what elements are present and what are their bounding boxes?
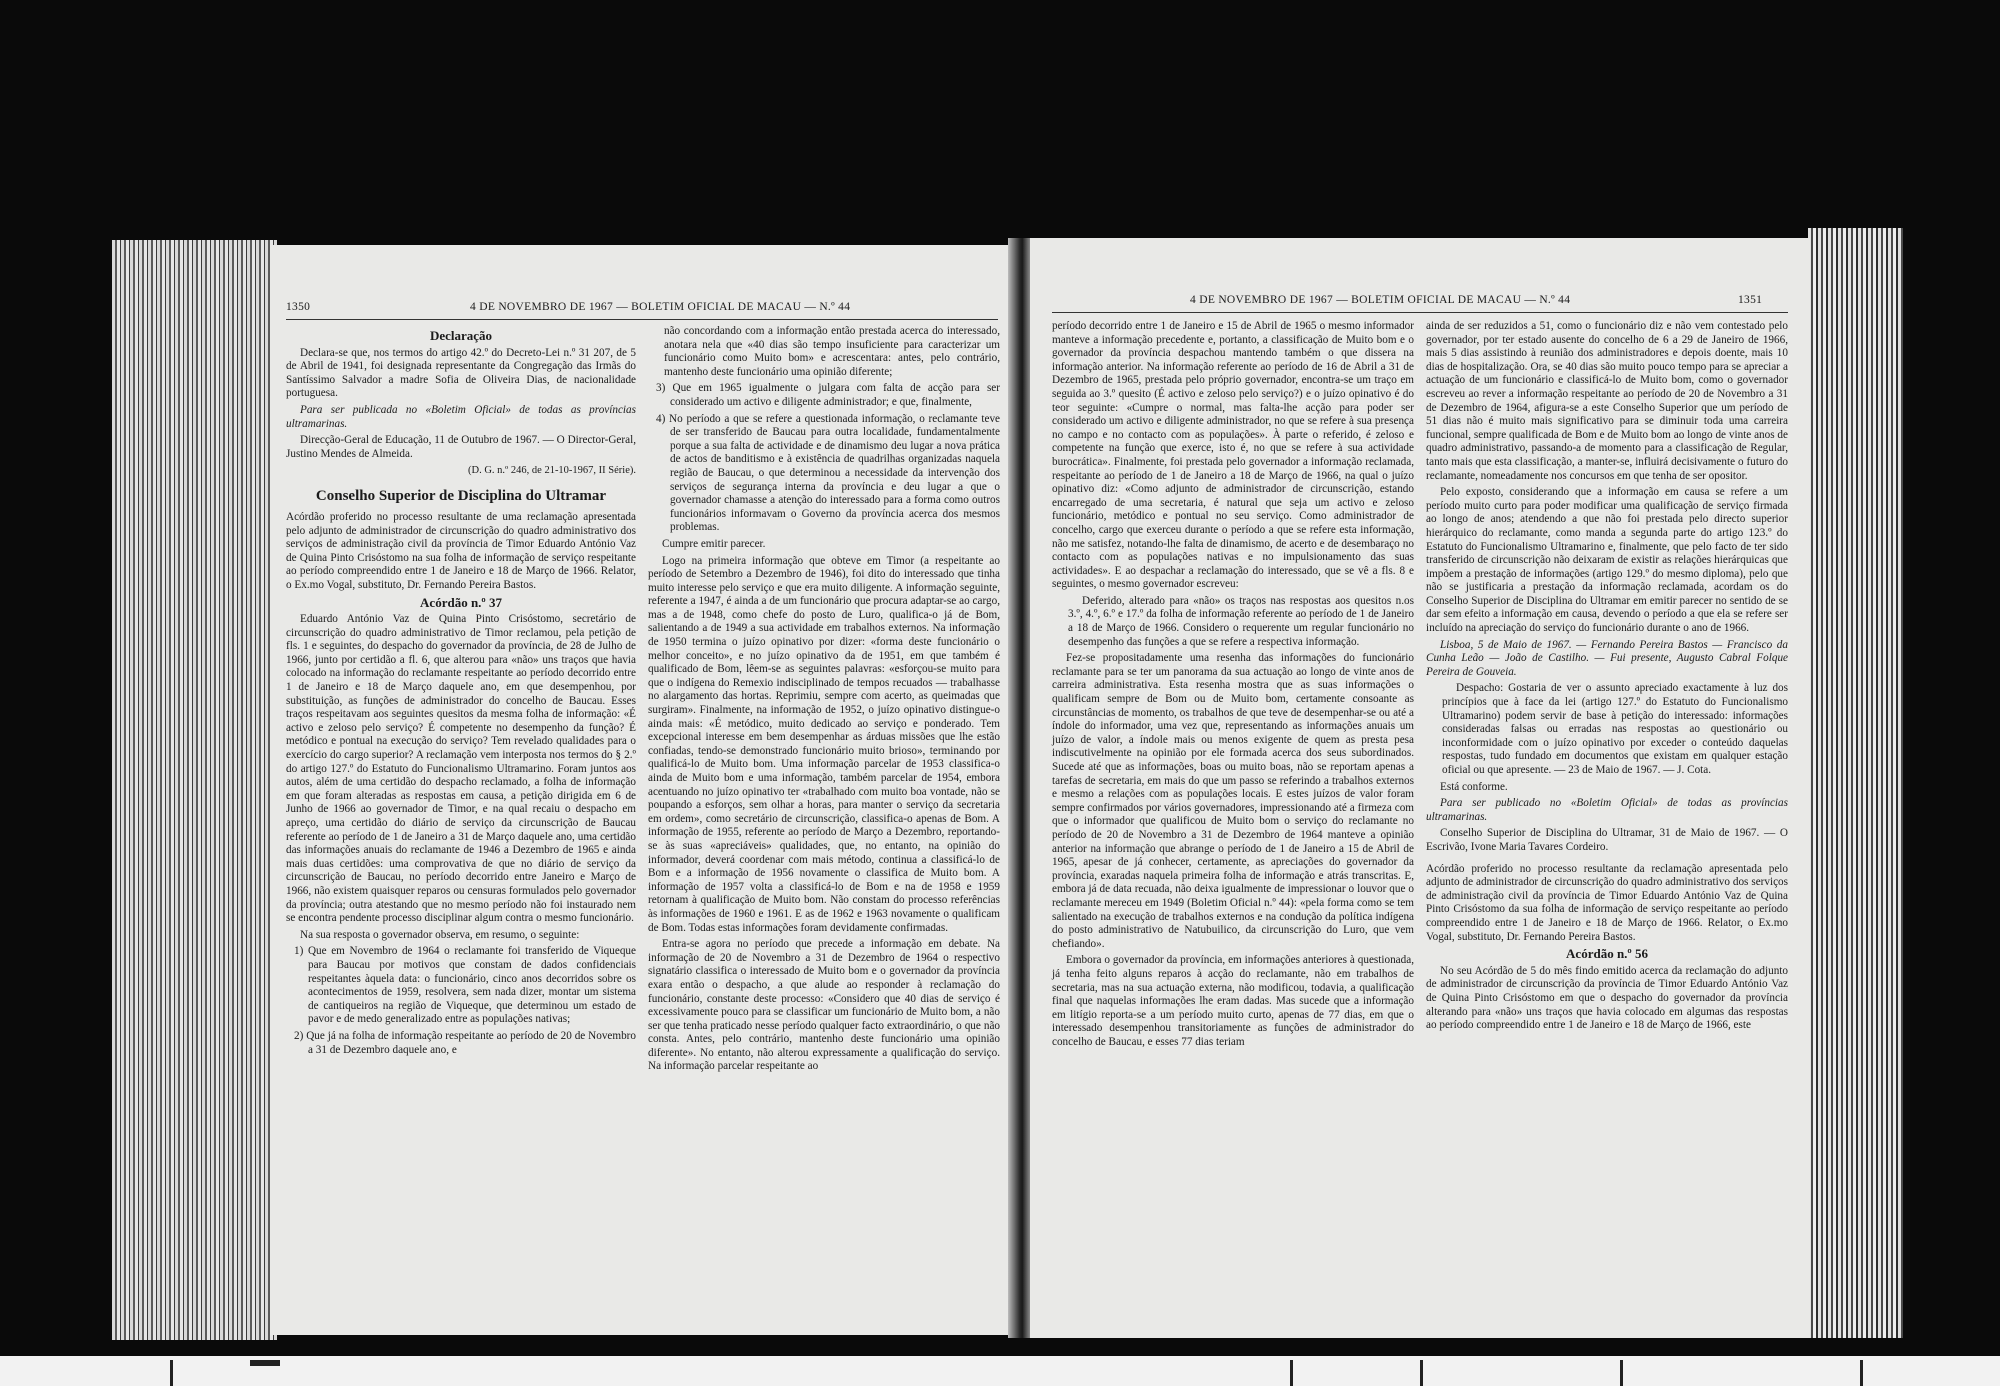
- paragraph: Cumpre emitir parecer.: [662, 537, 766, 550]
- conselho-title: Conselho Superior de Disciplina do Ultramar: [315, 487, 607, 504]
- left-column-2: [648, 325, 1000, 1077]
- paragraph: Pelo exposto, considerando que a informação em causa se refere a um período muito curto para poder modificar uma qualificação de serviço firmada ao longo de anos; atendendo a que não foi prestada pelo directo superior hierárquico do reclamante, como manda a segunda parte do artigo 123.º do Estatuto do Funcionalismo Ultramarino e, finalmente, que pelo facto de ter sido transferido de circunscrição não deixaram de existir as relações hierárquicas que impõem a prestação de informações (artigo 129.º do mesmo diploma), pelo que não se justificaria a prestação da informação reclamada, acordam os do Conselho Superior de Disciplina do Ultramar em emitir parecer no sentido de se dar sem efeito a informação em causa, devendo o período a que ela se refere ser incluído na apreciação do serviço do funcionário durante o ano de 1966.: [1426, 486, 1788, 635]
- paragraph: ainda de ser reduzidos a 51, como o funcionário diz e não vem contestado pelo governador, por ter estado ausente do concelho de 6 a 29 de Janeiro de 1966, mais 5 dias assistindo à reunião dos administradores e depois doente, mais 10 dias de hospitalização. Ora, se 40 dias são muito pouco tempo para se apreciar a actuação de um funcionário e classificá-lo de Muito bom, como o governador escreveu ao rever a informação respeitante ao período de 20 de Novembro a 31 de Dezembro de 1964, afigura-se a este Conselho Superior que um período de 51 dias não é muito mais significativo para se diminuir toda uma carreira funcional, sempre qualificada de Bom e de Muito bom ao longo de vinte anos de quadro administrativo, passando-a de momento para a classificação de Regular, tanto mais que esta classificação, a manter-se, influirá decisivamente o futuro do reclamante, nomeadamente nos concursos em que tenha de ser opositor.: [1426, 320, 1788, 482]
- right-column-1: [1052, 320, 1414, 1052]
- list-item: 3) Que em 1965 igualmente o julgara com falta de acção para ser considerado um activo e diligente administrador; e que, finalmente,: [656, 382, 1000, 408]
- paragraph: não concordando com a informação então prestada acerca do interessado, anotara nela que «40 dias são tempo insuficiente para caracterizar um funcionário como Muito bom» e acrescentara: antes, pelo contrário, mantenho deste funcionário uma opinião diferente;: [664, 325, 1000, 378]
- bottom-mark: [1620, 1360, 1623, 1386]
- paragraph: Entra-se agora no período que precede a informação em debate. Na informação de 20 de Novembro a 31 de Dezembro de 1964 o respectivo signatário classifica o interessado de Muito bom e o governador da província exara então o despacho, a que alude ao responder à reclamação do funcionário, constante deste processo: «Considero que 40 dias de serviço é excessivamente pouco para se classificar um funcionário de Muito bom, a não ser que tenha praticado nesse período qualquer facto extraordinário, o que não consta. Antes, pelo contrário, mantenho deste funcionário uma opinião diferente». No entanto, não alterou expressamente a qualificação do serviço. Na informação parcelar respeitante ao: [648, 938, 1000, 1073]
- declaracao-text: Declara-se que, nos termos do artigo 42.º do Decreto-Lei n.º 31 207, de 5 de Abril de 1941, foi designada representante da Congregação das Irmãs do Santíssimo Salvador a madre Sofia de Oliveira Dias, de nacionalidade portuguesa.: [286, 346, 636, 400]
- running-head: 4 DE NOVEMBRO DE 1967 — BOLETIM OFICIAL DE MACAU — N.º 44: [1190, 294, 1571, 306]
- paragraph: Embora o governador da província, em informações anteriores à questionada, já tenha feito alguns reparos à acção do reclamante, não em trabalhos de secretaria, mas na sua actuação externa, não modificou, todavia, a qualificação final que naquelas informações lhe eram dadas. Mas sucede que a informação em litígio reporta-se a um período muito curto, apenas de 77 dias, em que o interessado desempenhou transitoriamente as funções de administrador do concelho de Baucau, e esses 77 dias teriam: [1052, 954, 1414, 1048]
- paragraph: No seu Acórdão de 5 do mês findo emitido acerca da reclamação do adjunto de administrador de circunscrição da província de Timor Eduardo António Vaz de Quina Pinto Crisóstomo em que o despacho do governador da província alterando para «não» uns traços que havia colocado em algumas das respostas ao período compreendido entre 1 de Janeiro e 18 de Março de 1966, este: [1426, 964, 1788, 1032]
- bottom-mark: [1420, 1360, 1423, 1386]
- direccao-geral: Direcção-Geral de Educação, 11 de Outubro de 1967. — O Director-Geral, Justino Mendes de Almeida.: [286, 434, 636, 460]
- dg-reference: (D. G. n.º 246, de 21-10-1967, II Série).: [467, 465, 636, 477]
- quoted-despacho: Deferido, alterado para «não» os traços nas respostas aos quesitos n.os 3.º, 4.º, 6.º e 17.º da folha de informação referente ao período de 1 de Janeiro a 18 de Março de 1966. Considero o requerente um regular funcionário no desempenho das funções a que se refere a respectiva informação.: [1068, 594, 1414, 648]
- paragraph: Eduardo António Vaz de Quina Pinto Crisóstomo, secretário de circunscrição do quadro administrativo de Timor reclamou, pela petição de fls. 1 e seguintes, do despacho do governador da província, de 28 de Julho de 1966, junto por certidão a fl. 6, que alterou para «não» uns traços que havia colocado na informação do reclamante respeitante ao período decorrido entre 1 de Janeiro e 18 de Março daquele ano, em que desempenhou, por substituição, as funções de administrador do concelho de Baucau. Esses traços respeitavam aos seguintes quesitos da mesma folha de informação: «É activo e zeloso pelo serviço? É competente no desempenho da função? É metódico e pontual na execução do serviço? Tem revelado qualidades para o exercício do cargo superior? A reclamação vem interposta nos termos do § 2.º do artigo 127.º do Estatuto do Funcionalismo Ultramarino. Foram juntos aos autos, além de uma certidão do despacho reclamado, a folha de informação em que foram alteradas as respostas em causa, a petição dirigida em 6 de Junho de 1966 ao governador de Timor, e na qual recaiu o despacho em apreço, uma certidão do diário de serviço da circunscrição de Baucau referente ao período de 1 de Janeiro a 31 de Março daquele ano, uma certidão das informações anuais do reclamante de 1946 a Dezembro de 1965 e ainda mais duas certidões: uma comprovativa de que no diário de serviço da circunscrição de Baucau, no período decorrido entre Janeiro e Março de 1966, não existem quaisquer reparos ou censuras formulados pelo governador da província; outra atestando que no mesmo período não foi instaurado nem se encontra pendente processo disciplinar algum contra o mesmo funcionário.: [286, 613, 636, 925]
- book-page-edges-right: [1808, 228, 1903, 1338]
- book-page-edges-left: [112, 240, 277, 1340]
- right-page: [1030, 238, 1810, 1338]
- paragraph: Conselho Superior de Disciplina do Ultramar, 31 de Maio de 1967. — O Escrivão, Ivone Maria Tavares Cordeiro.: [1426, 827, 1788, 853]
- paragraph: Fez-se propositadamente uma resenha das informações do funcionário reclamante para se ter um panorama da sua actuação ao longo de vinte anos de carreira administrativa. Esta resenha mostra que as suas informações o qualificam sempre de Bom ou de Muito bom, certamente consoante as circunstâncias de momento, os trabalhos de que teve de desempenhar-se ou até a índole do informador, uma vez que, representando as informações anuais um juízo de valor, a índole mais ou menos exigente de quem as presta pesa indiscutivelmente na opinião por ele formada acerca dos seus subordinados. Sucede até que as informações, boas ou muito boas, não se reportam apenas a tarefas de secretaria, em mais do que um passo se referindo a trabalhos externos e mesmo a relações com as populações locais. E estes juízos de valor foram sempre confirmados por vários governadores, impressionando até a firmeza com que o informador que qualificou de Muito bom o serviço do reclamante no período de 20 de Novembro a 31 de Dezembro de 1964 manteve a opinião anterior na informação que abrange o período de 1 de Janeiro a 15 de Abril de 1965, apesar de já conhecer, certamente, as apreciações do governador da província, exaradas naquela primeira folha de informação e atrás transcritas. E, embora já de data recuada, não deixa igualmente de impressionar o louvor que o reclamante mereceu em 1949 (Boletim Oficial n.º 44): «pela forma como se tem salientado na execução de trabalhos externos e na condução da política indígena do posto administrativo de Natubuilico, da circunscrição do Luro, que vem chefiando».: [1052, 652, 1414, 950]
- signatures: Lisboa, 5 de Maio de 1967. — Fernando Pereira Bastos — Francisco da Cunha Leão — João de Castilho. — Fui presente, Augusto Cabral Folque Pereira de Gouveia.: [1426, 638, 1788, 678]
- declaracao-title: Declaração: [429, 328, 493, 343]
- list-item: 4) No período a que se refere a questionada informação, o reclamante teve de ser transferido de Baucau para outra localidade, fundamentalmente porque a sua falta de actividade e de dinamismo deu lugar a nova prática de actos de banditismo e à existência de quadrilhas organizadas naquela região de Baucau, o que determinou a necessidade da intervenção dos serviços de segurança interna da província e deu lugar a que o governador chamasse a atenção do interessado para a forma como outros funcionários informavam o Governo da província acerca dos mesmos problemas.: [656, 412, 1000, 534]
- running-head: 4 DE NOVEMBRO DE 1967 — BOLETIM OFICIAL DE MACAU — N.º 44: [470, 301, 851, 313]
- acordao-intro: Acórdão proferido no processo resultante de uma reclamação apresentada pelo adjunto de administrador de circunscrição do quadro administrativo dos serviços de administração civil da província de Timor Eduardo António Vaz de Quina Pinto Crisóstomo na sua folha de informação de serviço respeitante ao período compreendido entre 1 de Janeiro e 18 de Março de 1966. Relator, o Ex.mo Vogal, substituto, Dr. Fernando Pereira Bastos.: [286, 510, 636, 591]
- paragraph: Na sua resposta o governador observa, em resumo, o seguinte:: [300, 928, 580, 941]
- para-ser-publicado: Para ser publicado no «Boletim Oficial» de todas as províncias ultramarinas.: [1426, 797, 1788, 823]
- bottom-mark: [170, 1360, 173, 1386]
- bottom-mark: [250, 1360, 280, 1366]
- para-ser-publicada: Para ser publicada no «Boletim Oficial» de todas as províncias ultramarinas.: [286, 403, 636, 430]
- acordao-37-title: Acórdão n.º 37: [420, 594, 502, 610]
- right-column-2: [1426, 320, 1788, 1036]
- list-item: 2) Que já na folha de informação respeitante ao período de 20 de Novembro a 31 de Dezembro daquele ano, e: [294, 1029, 636, 1056]
- bottom-strip: [0, 1356, 2000, 1386]
- paragraph: período decorrido entre 1 de Janeiro e 15 de Abril de 1965 o mesmo informador manteve a informação precedente e, portanto, a classificação de Muito bom e o governador da província despachou mantendo também o que dissera na informação anterior. Na informação referente ao período de 16 de Abril a 31 de Dezembro de 1965, prestada pelo próprio governador, encontra-se um traço em seguida ao 3.º quesito (É activo e zeloso pelo serviço?) e o juízo opinativo é do teor seguinte: «Cumpre o normal, mas falta-lhe acção para poder ser considerado um activo e diligente administrador, no que se refere à sua presença no campo e no contacto com as populações». À parte o referido, é zeloso e competente na função que exerce, isto é, no que se refere à sua actividade burocrática». Finalmente, foi prestada pelo governador a informação reclamada, respeitante ao período de 1 de Janeiro a 18 de Março de 1966, na qual o juízo opinativo diz: «Como adjunto de administrador de circunscrição, estando encarregado de uma secretaria, é natural que seja um activo e zeloso funcionário, metódico e pontual no seu serviço. Como administrador de concelho, cargo que exerceu durante o período a que se refere esta informação, não me satisfez, notando-lhe falta de dinamismo, de acerto e de desembaraço no contacto com as populações nativas e no impulsionamento das suas actividades». E ao despachar a reclamação do interessado, que se vê a fls. 8 e seguintes, o mesmo governador escreveu:: [1052, 320, 1414, 591]
- page-number: 1350: [286, 301, 311, 313]
- header-rule: [1052, 312, 1788, 313]
- left-page: [270, 245, 1015, 1335]
- bottom-mark: [1290, 1360, 1293, 1386]
- paragraph: Está conforme.: [1440, 780, 1508, 793]
- page-number: 1351: [1738, 294, 1763, 306]
- list-item: 1) Que em Novembro de 1964 o reclamante foi transferido de Viqueque para Baucau por motivos que constam de dados confidenciais respeitantes àquela data: o funcionário, cinco anos decorridos sobre os acontecimentos de 1959, resolvera, sem nada dizer, montar um sistema de cantiqueiros na região de Viqueque, que determinou um estado de pavor e de medo generalizado entre as populações nativas;: [294, 945, 636, 1026]
- despacho: Despacho: Gostaria de ver o assunto apreciado exactamente à luz dos princípios que à face da lei (artigo 127.º do Estatuto do Funcionalismo Ultramarino) podem servir de base à petição do interessado: informações consideradas falsas ou erradas nas respostas ao questionário ou inconformidade com o juízo opinativo por exceder o conteúdo daquelas respostas, tudo fundado em documentos que existam em qualquer estação oficial ou que apresente. — 23 de Maio de 1967. — J. Cota.: [1442, 682, 1788, 776]
- paragraph: Logo na primeira informação que obteve em Timor (a respeitante ao período de Setembro a Dezembro de 1946), foi dito do interessado que tinha muito interesse pelo serviço e que era muito diligente. A informação seguinte, referente a 1947, é ainda a de um funcionário que procura adaptar-se ao cargo, mas a de 1948, como chefe do posto de Luro, qualifica-o já de Bom, salientando a de 1949 a sua actividade em trabalhos externos. Na informação de 1950 termina o juízo opinativo por dizer: «forma deste funcionário o melhor conceito», e no juízo opinativo da de 1951, em que também é qualificado de Bom, lêem-se as seguintes palavras: «esforçou-se muito para que o indígena do Remexio indisciplinado de tempos recuados — trabalhasse no alargamento das hortas. Reprimiu, sempre com acerto, as queimadas que surgiram». Finalmente, na informação de 1952, o juízo opinativo distingue-o ainda mais: «É metódico, muito dedicado ao serviço e ponderado. Tem excepcional interesse em bem desempenhar as árduas missões que lhe estão confiadas, tendo-se demonstrado funcionário muito brioso», terminando por qualificá-lo de Muito bom. Uma informação parcelar de 1953 classifica-o ainda de Muito bom e uma informação, também parcelar de 1954, embora acentuando no juízo opinativo ter «trabalhado com muito boa vontade, não se poupando a esforços, sem olhar a horas, para manter o serviço da secretaria em ordem», como secretário de circunscrição, classifica-o apenas de Bom. A informação de 1955, referente ao período de Março a Dezembro, reportando-se às suas «apreciáveis» qualidades, que, no entanto, na opinião do informador, deverá coordenar com mais método, continua a classificá-lo de Bom e a informação de 1956 novamente o classifica de Muito bom. A informação de 1957 volta a classificá-lo de Bom e na de 1958 e 1959 retornam à qualificação de Muito bom. Não constam do processo referências às informações de 1960 e 1961. E as de 1962 e 1963 novamente o qualificam de Bom. Todas estas informações foram devidamente confirmadas.: [648, 554, 1000, 934]
- acordao-intro: Acórdão proferido no processo resultante da reclamação apresentada pelo adjunto de administrador de circunscrição do quadro administrativo dos serviços de administração civil da província de Timor Eduardo António Vaz de Quina Pinto Crisóstomo da sua folha de informação de serviço respeitante ao período compreendido entre 1 de Janeiro e 18 de Março de 1966. Relator, o Ex.mo Vogal, substituto, Dr. Fernando Pereira Bastos.: [1426, 862, 1788, 943]
- acordao-56-title: Acórdão n.º 56: [1566, 946, 1648, 962]
- bottom-mark: [1860, 1360, 1863, 1386]
- header-rule: [286, 319, 998, 320]
- left-column-1: [286, 327, 636, 1060]
